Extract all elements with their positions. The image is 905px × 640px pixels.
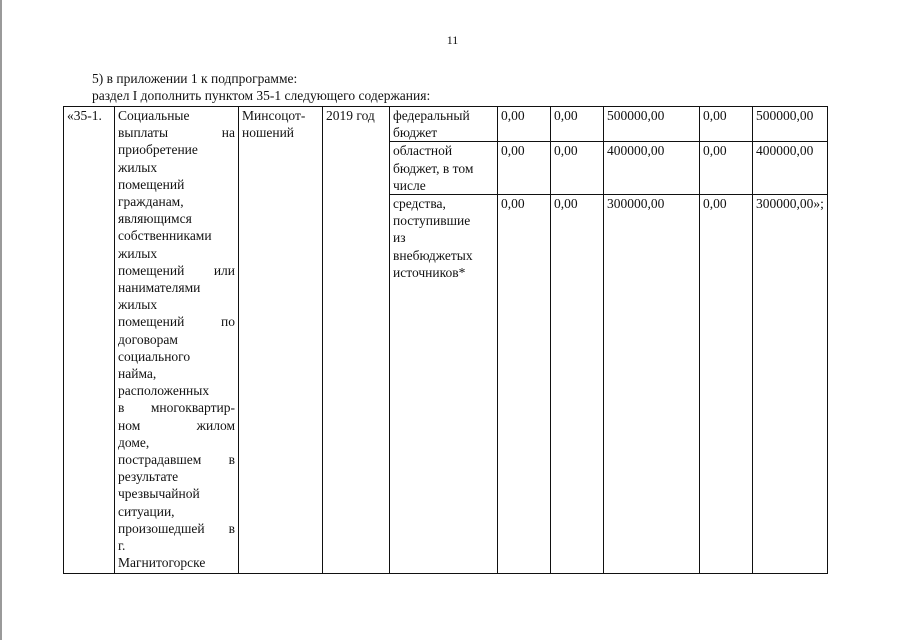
event-line: жилых xyxy=(118,297,158,313)
value-cell: 0,00 xyxy=(700,107,753,142)
event-line: помещений xyxy=(118,176,185,192)
financing-table xyxy=(63,106,828,574)
value-cell: 500000,00 xyxy=(604,107,700,142)
value-cell: 500000,00 xyxy=(753,107,828,142)
source-line: областной xyxy=(393,143,453,159)
event-line: нанимателями xyxy=(118,280,201,296)
event-line: социального xyxy=(118,348,191,364)
event-line: являющимся xyxy=(118,211,192,227)
value-cell: 0,00 xyxy=(498,195,551,574)
executor-cell xyxy=(239,107,323,574)
source-line: бюджет xyxy=(393,125,438,141)
row-number-cell xyxy=(64,107,115,574)
event-line: г. xyxy=(118,538,126,554)
event-line: Социальные xyxy=(118,108,190,123)
event-description-cell xyxy=(115,107,239,574)
row-number: «35-1. xyxy=(67,108,102,123)
event-line: пострадавшем в xyxy=(118,452,235,468)
source-cell xyxy=(390,195,498,574)
event-line: ситуации, xyxy=(118,503,175,519)
event-line: гражданам, xyxy=(118,194,184,210)
event-line: ном жилом xyxy=(118,417,235,433)
intro-line-1: 5) в приложении 1 к подпрограмме: xyxy=(92,71,298,86)
event-line: Магнитогорске xyxy=(118,555,206,571)
event-line: выплаты на xyxy=(118,125,235,141)
event-line: жилых xyxy=(118,245,158,261)
value-cell: 0,00 xyxy=(551,195,604,574)
value-cell: 300000,00»; xyxy=(753,195,828,574)
page-number: 11 xyxy=(446,33,459,47)
year-cell xyxy=(323,107,390,574)
source-line: бюджет, в том xyxy=(393,160,474,176)
event-line: помещений по xyxy=(118,314,235,330)
executor-line: ношений xyxy=(242,125,295,141)
value-cell: 0,00 xyxy=(700,142,753,195)
source-line: источников* xyxy=(393,264,466,280)
value-cell: 0,00 xyxy=(700,195,753,574)
value-cell: 0,00 xyxy=(551,107,604,142)
event-line: в многоквартир- xyxy=(118,400,235,416)
source-line: федеральный xyxy=(393,108,470,123)
intro-line-2: раздел I дополнить пунктом 35-1 следующего содержания: xyxy=(92,88,431,103)
source-line: из xyxy=(393,230,406,246)
value-cell: 0,00 xyxy=(498,142,551,195)
source-cell xyxy=(390,142,498,195)
event-line: жилых xyxy=(118,159,158,175)
event-line: помещений или xyxy=(118,262,235,278)
value-cell: 300000,00 xyxy=(604,195,700,574)
executor-line: Минсоцот- xyxy=(242,108,306,123)
event-line: чрезвычайной xyxy=(118,486,200,502)
event-line: собственниками xyxy=(118,228,212,244)
value-cell: 0,00 xyxy=(498,107,551,142)
event-line: доме, xyxy=(118,434,150,450)
event-line: договорам xyxy=(118,331,178,347)
event-line: результате xyxy=(118,469,179,485)
source-line: поступившие xyxy=(393,213,471,229)
scan-edge xyxy=(0,0,2,640)
event-line: произошедшей в xyxy=(118,520,235,536)
event-line: найма, xyxy=(118,366,157,382)
year: 2019 год xyxy=(326,108,375,123)
event-line: расположенных xyxy=(118,383,210,399)
table-row-federal xyxy=(64,107,828,142)
source-cell xyxy=(390,107,498,142)
source-line: внебюджетых xyxy=(393,247,473,263)
source-line: средства, xyxy=(393,196,446,212)
value-cell: 400000,00 xyxy=(604,142,700,195)
event-line: приобретение xyxy=(118,142,198,158)
value-cell: 400000,00 xyxy=(753,142,828,195)
source-line: числе xyxy=(393,177,426,193)
value-cell: 0,00 xyxy=(551,142,604,195)
